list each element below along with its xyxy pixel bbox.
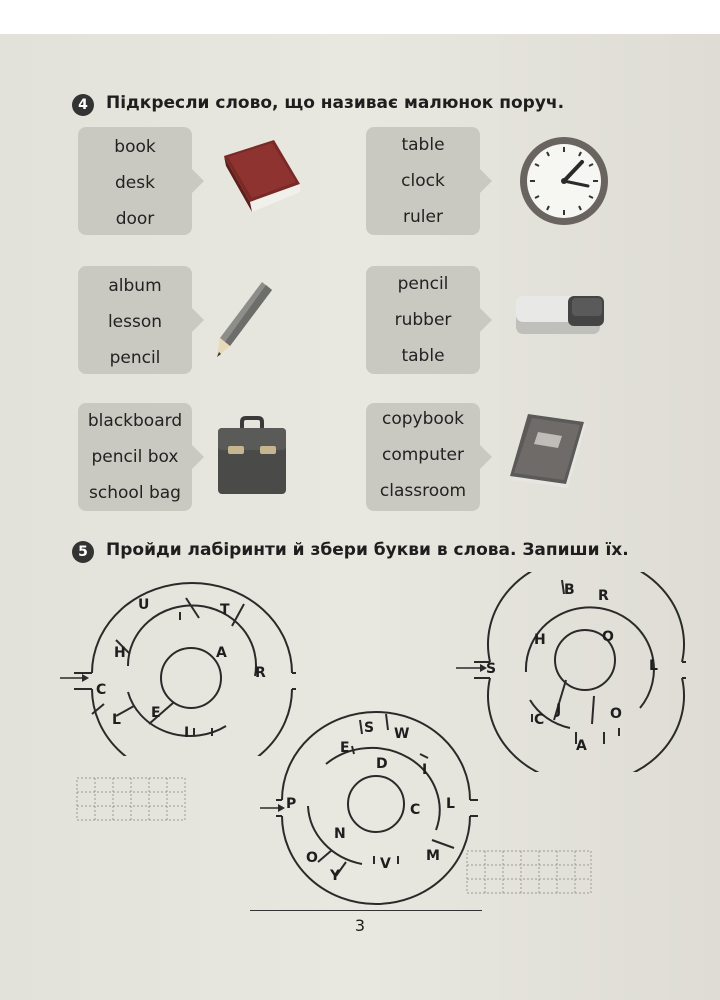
maze-1-letter: C <box>96 682 107 698</box>
maze-3 <box>258 710 478 906</box>
task-4-number: 4 <box>72 94 94 116</box>
maze-2-letter: S <box>486 661 497 677</box>
maze-2-letter: J <box>556 702 562 718</box>
maze-3-letter: P <box>286 796 297 812</box>
word-option[interactable]: classroom <box>379 481 467 501</box>
maze-2-letter: C <box>534 712 545 728</box>
word-option[interactable]: desk <box>115 173 155 193</box>
maze-2-letter: R <box>598 588 609 604</box>
word-option[interactable]: door <box>115 209 155 229</box>
word-option[interactable]: copybook <box>381 409 465 429</box>
maze-3-letter: V <box>380 856 391 872</box>
school-bag-icon <box>216 416 288 496</box>
word-card-4 <box>366 266 480 374</box>
word-option[interactable]: pencil <box>109 348 161 368</box>
pencil-icon <box>214 280 278 360</box>
task-4-title: Підкресли слово, що називає малюнок поруч. <box>106 93 565 113</box>
word-option[interactable]: clock <box>401 171 445 191</box>
maze-3-letter: D <box>376 756 388 772</box>
word-card-6 <box>366 403 480 511</box>
maze-3-letter: I <box>422 762 428 778</box>
maze-1-letter: L <box>112 712 121 728</box>
footer-rule <box>250 910 482 911</box>
clock-icon <box>516 128 612 234</box>
word-card-2 <box>366 127 480 235</box>
word-option[interactable]: table <box>401 346 445 366</box>
maze-3-letter: S <box>364 720 375 736</box>
maze-2-letter: L <box>649 658 658 674</box>
word-option[interactable]: book <box>114 137 156 157</box>
maze-3-letter: L <box>446 796 455 812</box>
maze-1-letter: H <box>114 645 126 661</box>
maze-2-letter: H <box>534 632 546 648</box>
scan-top-edge <box>0 0 720 34</box>
answer-grid-2[interactable] <box>466 850 592 894</box>
word-option[interactable]: blackboard <box>87 411 183 431</box>
maze-2 <box>454 572 686 772</box>
word-option[interactable]: lesson <box>107 312 163 332</box>
book-icon <box>214 136 304 216</box>
maze-3-letter: E <box>340 740 350 756</box>
copybook-icon <box>508 412 590 492</box>
word-option[interactable]: pencil <box>397 274 449 294</box>
maze-1-letter: T <box>220 602 230 618</box>
rubber-icon <box>512 290 608 340</box>
maze-3-letter: W <box>394 726 410 742</box>
maze-1-letter: A <box>216 645 227 661</box>
word-option[interactable]: table <box>401 135 445 155</box>
maze-2-letter: O <box>610 706 622 722</box>
maze-1-letter: U <box>138 597 150 613</box>
maze-3-letter: M <box>426 848 440 864</box>
word-option[interactable]: computer <box>382 445 464 465</box>
word-card-3 <box>78 266 192 374</box>
maze-3-letter: O <box>306 850 318 866</box>
maze-1-letter: R <box>255 665 266 681</box>
word-option[interactable]: pencil box <box>91 447 179 467</box>
maze-2-letter: A <box>576 738 587 754</box>
maze-1-letter: I <box>184 725 190 741</box>
answer-grid-1[interactable] <box>76 777 186 821</box>
word-option[interactable]: school bag <box>89 483 181 503</box>
word-card-5 <box>78 403 192 511</box>
task-5-title: Пройди лабіринти й збери букви в слова. Запиши їх. <box>106 540 629 560</box>
word-option[interactable]: ruler <box>403 207 443 227</box>
page-number: 3 <box>354 916 366 935</box>
maze-3-letter: Y <box>330 868 341 884</box>
maze-1-letter: E <box>151 705 161 721</box>
word-option[interactable]: album <box>108 276 162 296</box>
maze-3-letter: N <box>334 826 346 842</box>
task-5-number: 5 <box>72 541 94 563</box>
maze-3-letter: C <box>410 802 421 818</box>
word-card-1 <box>78 127 192 235</box>
word-option[interactable]: rubber <box>394 310 452 330</box>
maze-2-letter: B <box>564 582 575 598</box>
maze-2-letter: O <box>602 629 614 645</box>
